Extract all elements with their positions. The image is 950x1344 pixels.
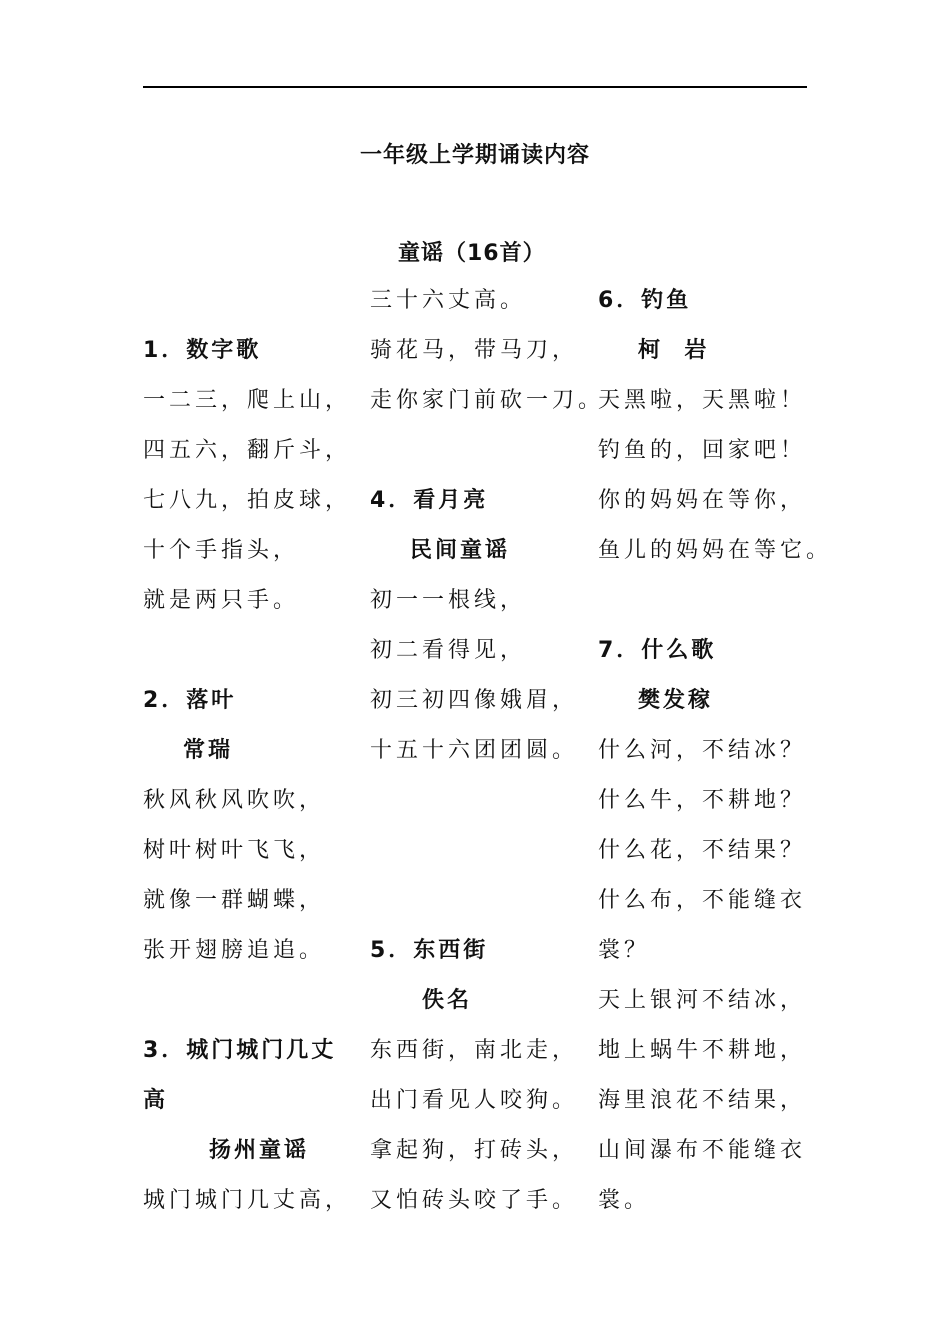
poem-line: 初三初四像娥眉，	[370, 688, 579, 713]
poem-line: 什么牛，不耕地？	[598, 788, 807, 813]
poem-line: 就是两只手。	[143, 588, 300, 613]
poem-line: 城门城门几丈高，	[143, 1188, 352, 1213]
poem-line-continued: 裳。	[598, 1188, 651, 1213]
poem-line: 初一一根线，	[370, 588, 527, 613]
column-2	[370, 276, 605, 1226]
poem-line: 拿起狗，打砖头，	[370, 1138, 579, 1163]
poem-line: 张开翅膀追追。	[143, 938, 326, 963]
poem-line: 三十六丈高。	[370, 288, 527, 313]
section-subtitle: 童谣（16首）	[398, 241, 546, 266]
poem-line: 什么布，不能缝衣	[598, 888, 807, 913]
poem-author: 佚名	[422, 988, 473, 1013]
poem-title: 2．落叶	[143, 688, 237, 713]
column-1	[143, 276, 368, 1226]
poem-title: 3．城门城门几丈	[143, 1038, 337, 1063]
poem-title: 4．看月亮	[370, 488, 489, 513]
poem-title: 5．东西街	[370, 938, 489, 963]
poem-line: 什么河，不结冰？	[598, 738, 807, 763]
poem-line: 一二三，爬上山，	[143, 388, 352, 413]
page-title: 一年级上学期诵读内容	[359, 143, 590, 168]
poem-line: 天黑啦，天黑啦！	[598, 388, 807, 413]
poem-line: 地上蜗牛不耕地，	[598, 1038, 807, 1063]
column-3	[598, 276, 833, 1226]
poem-line: 四五六，翻斤斗，	[143, 438, 352, 463]
poem-author: 民间童谣	[410, 538, 511, 563]
poem-line: 走你家门前砍一刀。	[370, 388, 605, 413]
poem-line: 山间瀑布不能缝衣	[598, 1138, 807, 1163]
poem-line: 十五十六团团圆。	[370, 738, 579, 763]
poem-line: 出门看见人咬狗。	[370, 1088, 579, 1113]
poem-author: 扬州童谣	[209, 1138, 310, 1163]
poem-title: 7．什么歌	[598, 638, 717, 663]
poem-line: 秋风秋风吹吹，	[143, 788, 326, 813]
header-rule	[143, 86, 807, 88]
poem-line: 天上银河不结冰，	[598, 988, 807, 1013]
poem-line: 树叶树叶飞飞，	[143, 838, 326, 863]
poem-line: 你的妈妈在等你，	[598, 488, 807, 513]
poem-line: 十个手指头，	[143, 538, 300, 563]
poem-line: 钓鱼的，回家吧！	[598, 438, 807, 463]
poem-line: 鱼儿的妈妈在等它。	[598, 538, 833, 563]
poem-author: 常瑞	[183, 738, 234, 763]
poem-title: 6．钓鱼	[598, 288, 692, 313]
poem-line: 初二看得见，	[370, 638, 527, 663]
poem-title-continued: 高	[143, 1088, 169, 1113]
poem-author: 樊发稼	[638, 688, 714, 713]
poem-line: 七八九，拍皮球，	[143, 488, 352, 513]
poem-line: 海里浪花不结果，	[598, 1088, 807, 1113]
poem-line-continued: 裳？	[598, 938, 651, 963]
poem-title: 1．数字歌	[143, 338, 262, 363]
poem-author: 柯 岩	[638, 338, 710, 363]
poem-line: 东西街，南北走，	[370, 1038, 579, 1063]
poem-line: 骑花马，带马刀，	[370, 338, 579, 363]
poem-line: 什么花，不结果？	[598, 838, 807, 863]
poem-line: 又怕砖头咬了手。	[370, 1188, 579, 1213]
poem-line: 就像一群蝴蝶，	[143, 888, 326, 913]
